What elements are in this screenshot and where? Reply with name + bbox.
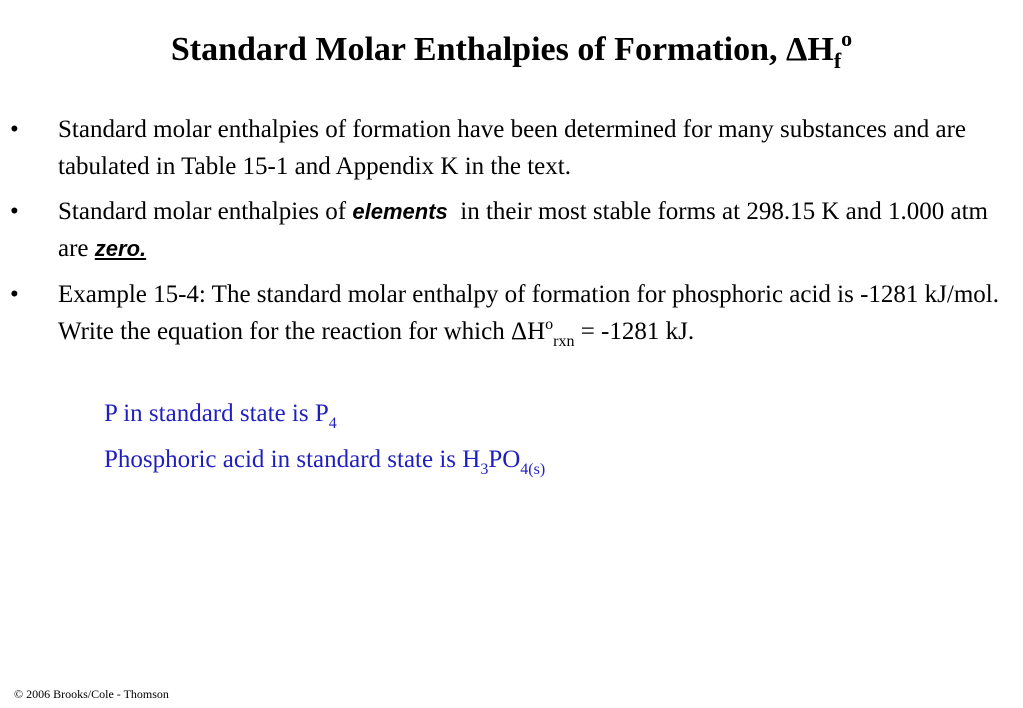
subscript-4s: 4(s) [520,461,546,478]
title-delta-symbol: Δ [786,31,808,68]
note-p-standard-state [104,395,337,432]
bullet-text [58,193,1015,267]
emphasis-zero: zero. [94,236,147,261]
subscript-3: 3 [480,461,489,478]
bullet-text [58,276,1015,350]
delta-symbol: Δ [510,318,528,345]
note-text-po: PO [488,446,521,473]
slide-title [0,28,1023,72]
bullet-text-part: in their most stable forms at 298.15 K and 1.000 atm are [58,198,995,262]
bullet-item-example [10,276,1015,350]
title-h-symbol: H [807,31,834,68]
note-phosphoric-acid [104,441,545,478]
emphasis-elements: elements [352,199,448,224]
subscript-4: 4 [328,415,337,432]
bullet-item-formation-tables [10,111,1015,185]
bullet-item-elements-zero [10,193,1015,267]
title-superscript-o: o [841,26,853,51]
note-text: Phosphoric acid in standard state is H [104,446,481,473]
bullet-marker: • [10,198,19,225]
copyright-footer: © 2006 Brooks/Cole - Thomson [14,687,169,701]
note-text: P in standard state is P [104,400,329,427]
h-symbol: H [527,318,546,345]
bullet-text-part: Example 15-4: The standard molar enthalpy of formation for phosphoric acid is -1281 kJ/mol. Write the equation for the reaction for which [58,281,1012,345]
bullet-text-part: Standard molar enthalpies of [58,198,353,225]
bullet-text-part: = -1281 kJ. [574,318,695,345]
bullet-marker: • [10,116,19,143]
subscript-rxn: rxn [553,333,575,350]
title-text: Standard Molar Enthalpies of Formation, [170,31,787,68]
title-subscript-f: f [833,48,842,73]
bullet-text: Standard molar enthalpies of formation have been determined for many substances and are tabulated in Table 15-1 and Appendix K in the text. [58,116,967,180]
superscript-o: o [545,316,554,333]
bullet-marker: • [10,281,19,308]
